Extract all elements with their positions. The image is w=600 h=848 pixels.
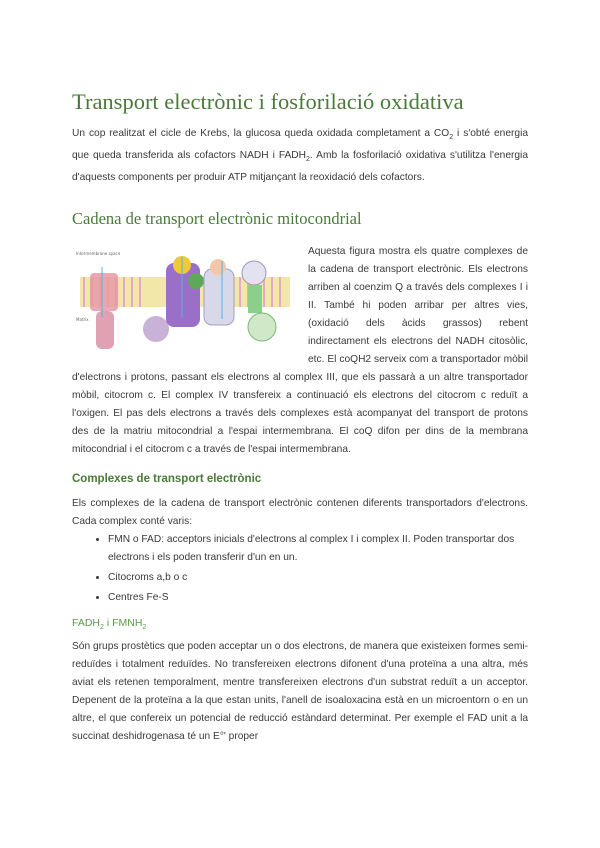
list-item: • Citocroms a,b o c [108, 569, 528, 587]
svg-text:Matrix: Matrix [76, 316, 89, 322]
section-heading-chain: Cadena de transport electrònic mitocondrial [72, 209, 362, 229]
svg-text:Intermembrane space: Intermembrane space [76, 250, 121, 256]
section1-paragraph: Aquesta figura mostra els quatre complexes de la cadena de transport electrònic. Els electrons arriben al coenzim Q a través dels complexes I i II. També hi poden arribar per altres vies, (oxidació dels àcids grassos) rebent indirectament els electrons del NADH citosòlic, etc. El coQH2 serveix com a transportador mòbil d'electrons i protons, passant els electrons al complex III, que els passarà a un altre transportador mòbil, citocrom c. El complex IV transfereix a continuació els electrons del citocrom c reduït a l'oxigen. El pas dels electrons a través dels complexes està acompanyat del transport de protons des de la matriu mitocondrial a l'espai intermembrana. El coQ difon per dins de la membrana mitocondrial i el citocrom c a través de l'espai intermembrana. [72, 245, 528, 455]
document-page [72, 88, 528, 746]
section-heading-complexes: Complexes de transport electrònic [72, 472, 262, 485]
section-heading-fadh2: $FADH_2$ i $FMNH_2$ [72, 616, 147, 631]
section2-paragraph: Els complexes de la cadena de transport electrònic contenen diferents transportadors d'electrons. Cada complex conté varis: [72, 497, 528, 527]
list-item: • Centres Fe-S [108, 589, 528, 607]
carrier-list [72, 531, 528, 607]
intro-paragraph: Un cop realitzat el cicle de Krebs, la glucosa queda oxidada completament a $CO_2$ i s'obté energia que queda transferida als cofactors NADH i $FADH_2$. Amb la fosforilació oxidativa s'utilitza l'energia d'aquests components per produir ATP mitjançant la reoxidació dels cofactors. [72, 128, 528, 184]
list-item: • FMN o FAD: acceptors inicials d'electrons al complex I i complex II. Poden transportar dos electrons i els poden transferir d'un en un. [108, 531, 528, 567]
electron-transport-chain-figure [72, 247, 298, 355]
section3-paragraph: Són grups prostètics que poden acceptar un o dos electrons, de manera que existeixen formes semi-reduïdes i totalment reduïdes. No transfereixen electrons difonent d'una proteïna a una altra, més aviat els retenen temporalment, mentre transfereixen electrons d'un substrat reduït a un acceptor. Depenent de la proteïna a la que estan units, l'anell de isoaloxacina està en un microentorn o en un altre, el que confereix un potencial de reducció estàndard determinat. Per exemple el FAD unit a la succinat deshidrogenasa té un E°' proper [72, 641, 528, 743]
page-title: Transport electrònic i fosforilació oxidativa [72, 89, 464, 114]
